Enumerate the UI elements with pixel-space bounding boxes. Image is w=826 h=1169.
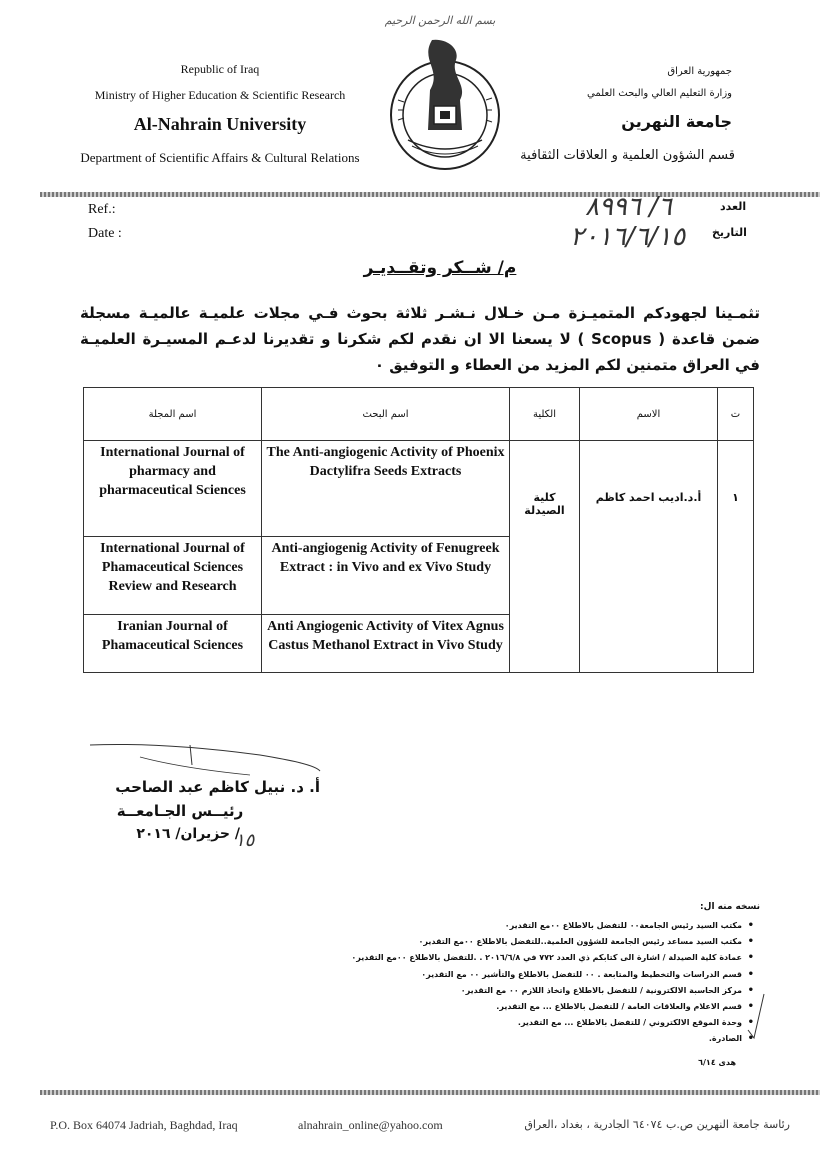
body-paragraph: تثمـينا لجهودكم المتميـزة مـن خـلال نـشـر ثلاثة بحوث فـي مجلات علميـة عالميـة مسجلة ضمن قاعدة ( Scopus ) لا يسعنا الا ان نقدم لكم شكرنا و تقديرنا لدعـم المسيـرة العلميـة في العراق متمنين لكم المزيد من العطاء و التوفيق ٠ — [80, 304, 760, 374]
header-ar-republic: جمهورية العراق — [667, 66, 732, 77]
subject-heading: م/ شــكر وتقــديـر — [363, 258, 517, 278]
footer-email[interactable]: alnahrain_online@yahoo.com — [298, 1118, 443, 1132]
list-item: • مركز الحاسبة الالكترونية / للتفضل بالاطلاع واتخاذ اللازم ٠٠ مع التقدير٠ — [222, 983, 742, 999]
list-item: • قسم الاعلام والعلاقات العامة / للتفضل بالاطلاع ... مع التقدير. — [222, 999, 742, 1015]
signature-date: / حزيران/ ٢٠١٦ — [136, 826, 240, 842]
typist-initials: هدى ٦/١٤ — [698, 1058, 736, 1067]
footer-address-ar: رئاسة جامعة النهرين ص.ب ٦٤٠٧٤ الجادرية ، بغداد ،العراق — [524, 1118, 790, 1131]
footer-address-en: P.O. Box 64074 Jadriah, Baghdad, Iraq — [50, 1118, 238, 1132]
number-label-ar: العدد — [720, 200, 747, 213]
signer-title: رئيــس الجـامعــة — [116, 802, 244, 820]
list-item: • عمادة كلية الصيدلة / اشارة الى كتابكم ذي العدد ٧٧٢ في ٢٠١٦/٦/٨ . .للتفضل بالاطلاع ٠٠مع التقدير٠ — [222, 950, 742, 966]
copies-title: نسخه منه ال: — [700, 902, 760, 912]
header-divider — [40, 192, 820, 197]
header-research: اسم البحث — [262, 388, 510, 441]
journal-cell: International Journal of pharmacy and pharmaceutical Sciences — [84, 441, 262, 537]
date-label: Date : — [88, 226, 122, 241]
journal-cell: Iranian Journal of Phamaceutical Sciences — [84, 615, 262, 673]
header-en-department: Department of Scientific Affairs & Cultural Relations — [80, 150, 360, 165]
date-label-ar: التاريخ — [712, 226, 747, 239]
check-mark-scribble — [744, 990, 766, 1040]
seq-cell: ١ — [718, 441, 754, 673]
header-en-ministry: Ministry of Higher Education & Scientific Research — [94, 88, 346, 102]
list-item: • قسم الدراسات والتخطيط والمتابعة . ٠٠ للتفضل بالاطلاع والتأشير ٠٠ مع التقدير٠ — [222, 967, 742, 983]
research-cell: Anti Angiogenic Activity of Vitex Agnus Castus Methanol Extract in Vivo Study — [262, 615, 510, 673]
name-cell: أ.د.اديب احمد كاظم — [580, 441, 718, 673]
header-journal: اسم المجلة — [84, 388, 262, 441]
ref-label: Ref.: — [88, 202, 116, 217]
list-item: • الصادرة. — [222, 1031, 742, 1047]
table-row — [84, 441, 754, 537]
research-cell: The Anti-angiogenic Activity of Phoenix Dactylifra Seeds Extracts — [262, 441, 510, 537]
header-ar-ministry: وزارة التعليم العالي والبحث العلمي — [587, 88, 732, 99]
header-ar-university: جامعة النهرين — [621, 112, 732, 131]
list-item: • وحدة الموقع الالكتروني / للتفضل بالاطلاع ... مع التقدير. — [222, 1015, 742, 1031]
header-ar-department: قسم الشؤون العلمية و العلاقات الثقافية — [520, 148, 735, 163]
research-cell: Anti-angiogenig Activity of Fenugreek Extract : in Vivo and ex Vivo Study — [262, 537, 510, 615]
header-college: الكلية — [510, 388, 580, 441]
header-en-republic: Republic of Iraq — [180, 62, 260, 76]
research-table — [83, 387, 754, 673]
header-seq: ت — [718, 388, 754, 441]
header-en-university: Al-Nahrain University — [133, 114, 307, 134]
signature-day-handwritten: ١٥ — [235, 830, 255, 851]
table-header-row — [84, 388, 754, 441]
basmala: بسم الله الرحمن الرحيم — [384, 14, 496, 27]
number-value-handwritten: ٦/ ٨٩٩٦ — [585, 192, 672, 222]
header-name: الاسم — [580, 388, 718, 441]
footer-divider — [40, 1090, 820, 1095]
list-item: • مكتب السيد مساعد رئيس الجامعة للشؤون العلمية..للتفضل بالاطلاع ٠٠مع التقدير٠ — [222, 934, 742, 950]
journal-cell: International Journal of Phamaceutical Sciences Review and Research — [84, 537, 262, 615]
signer-name: أ. د. نبيل كاظم عبد الصاحب — [115, 778, 320, 796]
list-item: • مكتب السيد رئيس الجامعة٠٠ للتفضل بالاطلاع ٠٠مع التقدير٠ — [222, 918, 742, 934]
university-seal-logo — [380, 30, 510, 175]
copies-list — [222, 918, 756, 1048]
college-cell: كلية الصيدلة — [510, 441, 580, 673]
date-value-handwritten: ٢٠١٦/٦/١٥ — [570, 222, 686, 252]
